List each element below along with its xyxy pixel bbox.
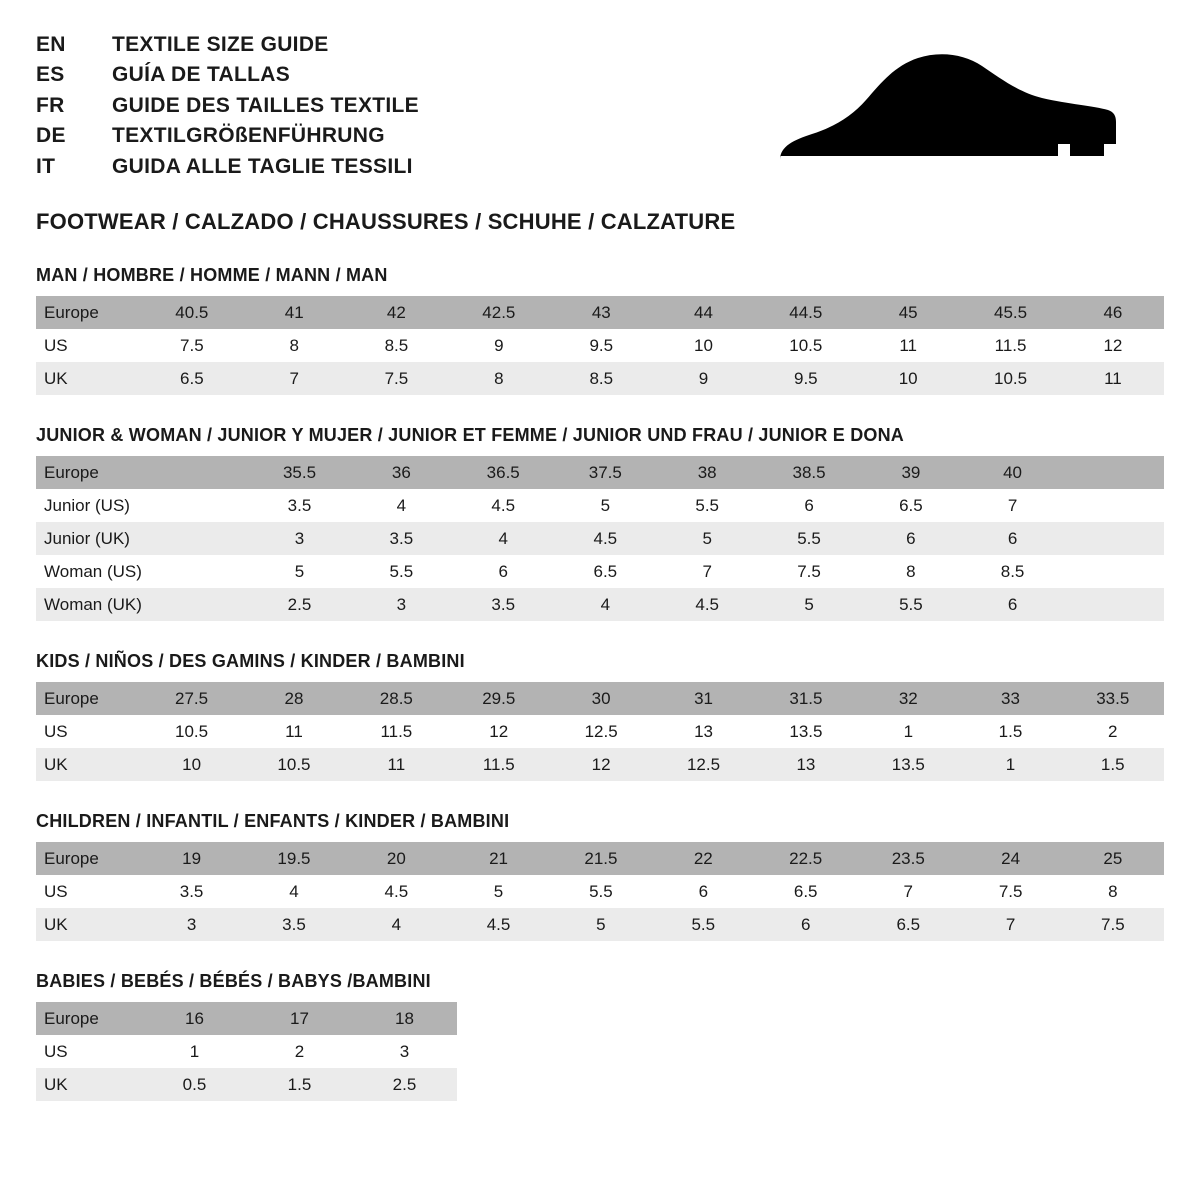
cell: 3: [248, 522, 350, 555]
cell: 2: [1061, 715, 1164, 748]
table-row: [36, 1035, 457, 1068]
cell: 1: [960, 748, 1062, 781]
cell: 4: [243, 875, 346, 908]
cell: 16: [142, 1002, 247, 1035]
table-row: [36, 329, 1164, 362]
language-title: GUIDE DES TAILLES TEXTILE: [112, 93, 419, 117]
cell: 19: [140, 842, 242, 875]
cell: 25: [1062, 842, 1164, 875]
table-row: [36, 1002, 457, 1035]
cell: 42.5: [448, 296, 551, 329]
cell: 1: [142, 1035, 247, 1068]
section-title: BABIES / BEBÉS / BÉBÉS / BABYS /BAMBINI: [36, 971, 431, 991]
table-row: [36, 908, 1164, 941]
cell: 1.5: [1061, 748, 1164, 781]
size-table-kids: [36, 682, 1164, 781]
cell: 36: [351, 456, 453, 489]
cell: 4.5: [452, 489, 554, 522]
language-code: FR: [36, 93, 65, 117]
cell: 11: [857, 329, 959, 362]
cell: 45: [857, 296, 959, 329]
cell: 3.5: [248, 489, 350, 522]
cell: [1063, 522, 1164, 555]
cell: 7: [857, 875, 960, 908]
row-label: Woman (UK): [36, 588, 148, 621]
row-label: Europe: [36, 1002, 142, 1035]
cell: 6: [962, 522, 1064, 555]
table-row: [36, 456, 1164, 489]
cell: 12.5: [652, 748, 754, 781]
dress-shoe-icon: [768, 48, 1118, 183]
cell: 8.5: [345, 329, 447, 362]
cell: 8.5: [550, 362, 652, 395]
cell: 11: [345, 748, 447, 781]
cell: 5: [447, 875, 549, 908]
language-row: [36, 60, 419, 90]
cell: 7: [243, 362, 345, 395]
cell: 1.5: [247, 1068, 352, 1101]
row-label: UK: [36, 362, 141, 395]
cell: 7.5: [1062, 908, 1164, 941]
table-row: [36, 555, 1164, 588]
size-table-junior-woman: [36, 456, 1164, 621]
cell: 2.5: [352, 1068, 457, 1101]
cell: 35.5: [248, 456, 350, 489]
cell: 42: [345, 296, 447, 329]
cell: 10.5: [959, 362, 1062, 395]
row-label: Junior (US): [36, 489, 148, 522]
cell: 41: [243, 296, 345, 329]
table-row: [36, 588, 1164, 621]
row-label: UK: [36, 908, 140, 941]
page-header: [36, 30, 1164, 183]
row-label: Europe: [36, 456, 148, 489]
table-row: [36, 715, 1164, 748]
cell: 9.5: [550, 329, 652, 362]
cell: 22.5: [754, 842, 857, 875]
cell: 6: [962, 588, 1064, 621]
cell: 31.5: [755, 682, 857, 715]
cell: 11.5: [345, 715, 447, 748]
cell: 10.5: [243, 748, 345, 781]
cell: 30: [550, 682, 652, 715]
table-row: [36, 362, 1164, 395]
cell: 4: [345, 908, 447, 941]
cell: [148, 456, 249, 489]
language-row: [36, 152, 419, 182]
cell: [1063, 588, 1164, 621]
cell: 5: [248, 555, 350, 588]
language-title-list: [36, 30, 419, 182]
cell: 10: [857, 362, 959, 395]
cell: 3.5: [243, 908, 346, 941]
cell: 11: [1062, 362, 1164, 395]
cell: 6.5: [141, 362, 244, 395]
cell: 6: [758, 489, 860, 522]
cell: 4: [554, 588, 656, 621]
language-title: TEXTILE SIZE GUIDE: [112, 33, 329, 56]
cell: 13.5: [755, 715, 857, 748]
cell: 5.5: [351, 555, 453, 588]
cell: [1063, 456, 1164, 489]
row-label: US: [36, 329, 141, 362]
cell: 32: [857, 682, 959, 715]
cell: 10.5: [755, 329, 858, 362]
cell: 4: [452, 522, 554, 555]
section-man: [36, 265, 1164, 395]
cell: 6.5: [754, 875, 857, 908]
cell: 20: [345, 842, 447, 875]
size-table-babies: [36, 1002, 457, 1101]
section-title: JUNIOR & WOMAN / JUNIOR Y MUJER / JUNIOR ET FEMME / JUNIOR UND FRAU / JUNIOR E DONA: [36, 425, 905, 445]
cell: 21.5: [550, 842, 653, 875]
cell: 28.5: [345, 682, 447, 715]
cell: 6.5: [554, 555, 656, 588]
cell: 6: [452, 555, 554, 588]
cell: 6: [652, 875, 754, 908]
cell: 8: [448, 362, 551, 395]
cell: 40: [962, 456, 1064, 489]
cell: 36.5: [452, 456, 554, 489]
cell: 7: [960, 908, 1062, 941]
cell: 9: [448, 329, 551, 362]
cell: 18: [352, 1002, 457, 1035]
cell: 6: [860, 522, 962, 555]
cell: 22: [652, 842, 754, 875]
cell: 12: [448, 715, 550, 748]
size-table-children: [36, 842, 1164, 941]
row-label: Europe: [36, 842, 140, 875]
cell: 1: [857, 715, 959, 748]
cell: 5: [656, 522, 758, 555]
table-row: [36, 842, 1164, 875]
section-kids: [36, 651, 1164, 781]
cell: 7: [656, 555, 758, 588]
section-title: MAN / HOMBRE / HOMME / MANN / MAN: [36, 265, 388, 285]
language-title: GUIDA ALLE TAGLIE TESSILI: [112, 154, 413, 178]
language-code: IT: [36, 154, 56, 178]
language-row: [36, 91, 419, 121]
cell: 37.5: [554, 456, 656, 489]
cell: 5: [554, 489, 656, 522]
cell: 11: [243, 715, 345, 748]
cell: 6.5: [857, 908, 960, 941]
cell: 5: [758, 588, 860, 621]
cell: 3.5: [140, 875, 242, 908]
cell: [148, 522, 249, 555]
cell: 4.5: [554, 522, 656, 555]
cell: 4.5: [656, 588, 758, 621]
table-row: [36, 522, 1164, 555]
cell: 2.5: [248, 588, 350, 621]
cell: [1063, 489, 1164, 522]
cell: [148, 588, 249, 621]
cell: 3: [140, 908, 242, 941]
row-label: Europe: [36, 682, 140, 715]
cell: 33.5: [1061, 682, 1164, 715]
section-junior-woman: [36, 425, 1164, 621]
cell: 5.5: [656, 489, 758, 522]
cell: 44: [652, 296, 754, 329]
cell: 33: [960, 682, 1062, 715]
cell: 5.5: [652, 908, 754, 941]
cell: 10: [140, 748, 242, 781]
cell: 5: [550, 908, 653, 941]
cell: 43: [550, 296, 652, 329]
cell: 38.5: [758, 456, 860, 489]
section-title: KIDS / NIÑOS / DES GAMINS / KINDER / BAMBINI: [36, 651, 465, 671]
table-row: [36, 1068, 457, 1101]
cell: 7.5: [141, 329, 244, 362]
language-code: ES: [36, 63, 65, 87]
language-row: [36, 121, 419, 151]
cell: [1063, 555, 1164, 588]
cell: 13.5: [857, 748, 959, 781]
cell: 5.5: [860, 588, 962, 621]
row-label: Woman (US): [36, 555, 148, 588]
cell: 7.5: [345, 362, 447, 395]
cell: 6: [754, 908, 857, 941]
cell: 46: [1062, 296, 1164, 329]
row-label: US: [36, 875, 140, 908]
cell: 23.5: [857, 842, 960, 875]
table-row: [36, 748, 1164, 781]
cell: 24: [960, 842, 1062, 875]
language-title: GUÍA DE TALLAS: [112, 63, 291, 87]
row-label: US: [36, 715, 140, 748]
table-row: [36, 296, 1164, 329]
row-label: UK: [36, 1068, 142, 1101]
cell: 3: [351, 588, 453, 621]
cell: 13: [755, 748, 857, 781]
section-title: CHILDREN / INFANTIL / ENFANTS / KINDER / BAMBINI: [36, 811, 510, 831]
footwear-subtitle: FOOTWEAR / CALZADO / CHAUSSURES / SCHUHE / CALZATURE: [36, 209, 736, 234]
language-title: TEXTILGRÖßENFÜHRUNG: [112, 124, 385, 148]
language-code: DE: [36, 124, 66, 148]
cell: [148, 555, 249, 588]
cell: 12: [1062, 329, 1164, 362]
cell: 6.5: [860, 489, 962, 522]
size-table-man: [36, 296, 1164, 395]
cell: 5.5: [758, 522, 860, 555]
section-children: [36, 811, 1164, 941]
cell: 7.5: [960, 875, 1062, 908]
cell: 5.5: [550, 875, 653, 908]
cell: 7.5: [758, 555, 860, 588]
section-babies: [36, 971, 1164, 1101]
cell: 3.5: [351, 522, 453, 555]
cell: 40.5: [141, 296, 244, 329]
cell: 4: [351, 489, 453, 522]
table-row: [36, 489, 1164, 522]
language-code: EN: [36, 33, 66, 56]
cell: 1.5: [960, 715, 1062, 748]
cell: 45.5: [959, 296, 1062, 329]
row-label: UK: [36, 748, 140, 781]
cell: 2: [247, 1035, 352, 1068]
row-label: US: [36, 1035, 142, 1068]
cell: 0.5: [142, 1068, 247, 1101]
cell: [148, 489, 249, 522]
row-label: Junior (UK): [36, 522, 148, 555]
cell: 44.5: [755, 296, 858, 329]
cell: 10: [652, 329, 754, 362]
cell: 8: [243, 329, 345, 362]
cell: 21: [447, 842, 549, 875]
cell: 11.5: [448, 748, 550, 781]
cell: 12.5: [550, 715, 652, 748]
table-row: [36, 875, 1164, 908]
cell: 9.5: [755, 362, 858, 395]
row-label: Europe: [36, 296, 141, 329]
cell: 19.5: [243, 842, 346, 875]
cell: 3.5: [452, 588, 554, 621]
cell: 27.5: [140, 682, 242, 715]
cell: 8.5: [962, 555, 1064, 588]
cell: 29.5: [448, 682, 550, 715]
cell: 13: [652, 715, 754, 748]
table-row: [36, 682, 1164, 715]
cell: 17: [247, 1002, 352, 1035]
cell: 4.5: [345, 875, 447, 908]
cell: 31: [652, 682, 754, 715]
cell: 10.5: [140, 715, 242, 748]
cell: 8: [1062, 875, 1164, 908]
cell: 8: [860, 555, 962, 588]
cell: 7: [962, 489, 1064, 522]
cell: 39: [860, 456, 962, 489]
cell: 4.5: [447, 908, 549, 941]
language-row: [36, 30, 419, 60]
cell: 38: [656, 456, 758, 489]
cell: 9: [652, 362, 754, 395]
cell: 11.5: [959, 329, 1062, 362]
cell: 28: [243, 682, 345, 715]
cell: 3: [352, 1035, 457, 1068]
cell: 12: [550, 748, 652, 781]
